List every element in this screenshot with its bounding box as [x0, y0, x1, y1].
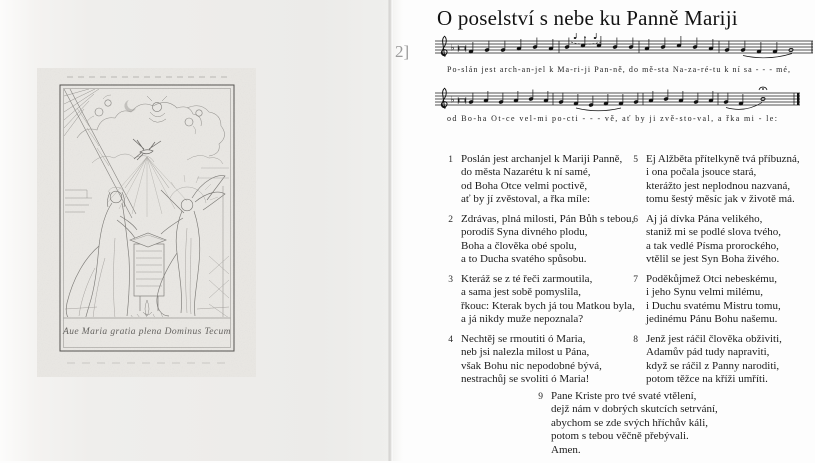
verse-line: porodíš Syna divného plodu, [461, 226, 588, 239]
verse-line: však Bohu nic nepodobné bývá, [461, 359, 602, 372]
verse-line: a sama jest sobě pomyslila, [461, 286, 582, 299]
svg-text:♭: ♭ [450, 95, 455, 106]
verse-line: Ej Alžběta přítelkyně tvá příbuzná, [646, 153, 800, 165]
music-staff-line2 [435, 82, 815, 128]
verse-2 [442, 213, 642, 267]
verse-line: jedinému Pánu Bohu našemu. [646, 313, 778, 326]
engraving-artwork [37, 68, 256, 377]
verse-line: i Duchu svatému Mistru tomu, [646, 299, 781, 312]
verse-column-left [442, 153, 642, 393]
verse-7 [627, 273, 815, 327]
music-staff-line1 [435, 30, 815, 76]
verse-3 [442, 273, 642, 327]
lyrics-line-2: od Bo-ha Ot-ce vel-mi po-cti - - - vě, ať by ji zvě-sto-val, a řka mi - le: [447, 114, 777, 123]
engraving-caption: Aue Maria gratia plena Dominus Tecum [63, 327, 231, 337]
verse-number: 1 [448, 154, 453, 165]
verse-column-right [627, 153, 815, 393]
verse-line: řkouc: Kterak bych já tou Matkou byla, [461, 299, 635, 312]
verse-line: Boha a člověka obé spolu, [461, 239, 577, 252]
verse-number: 8 [633, 334, 638, 345]
verse-line: a tak vedlé Písma prorockého, [646, 239, 779, 252]
verse-number: 2 [448, 214, 453, 225]
verse-number: 3 [448, 274, 453, 285]
verse-line: a já nikdy muže nepoznala? [461, 313, 584, 326]
verse-line: tomu šestý měsíc jak v životě má. [646, 193, 795, 206]
verse-line: i ona počala jsouce stará, [646, 166, 757, 179]
verse-line: abychom se zde svých hříchův káli, [551, 416, 709, 429]
verse-line: Jenž jest ráčil člověka obživiti, [646, 333, 782, 346]
verse-line: vtělil se jest Syn Boha živého. [646, 253, 780, 266]
verse-number: 7 [633, 274, 638, 285]
scanned-page-left [0, 0, 391, 461]
notes-1 [441, 33, 812, 58]
verse-line: Poděkůjmež Otci nebeskému, [646, 273, 778, 286]
svg-text:♭: ♭ [450, 43, 455, 54]
verse-9 [532, 390, 762, 463]
verse-number: 9 [538, 391, 543, 402]
verse-4 [442, 333, 642, 387]
verse-1 [442, 153, 642, 207]
lyrics-line-1: Po-slán jest arch-an-jel k Ma-ri-ji Pan-ně, do mě-sta Na-za-ré-tu k ní sa - - - mé, [447, 65, 790, 74]
verse-line: Poslán jest archanjel k Mariji Panně, [461, 153, 623, 165]
verse-line: a to Ducha svatého spůsobu. [461, 253, 587, 266]
verse-5 [627, 153, 815, 207]
verse-line: do města Nazarétu k ní samé, [461, 166, 591, 179]
verse-line: kterážto jest neplodnou nazvaná, [646, 179, 791, 192]
verse-line: Zdrávas, plná milosti, Pán Bůh s tebou, [461, 213, 635, 226]
verse-line: Nechtěj se rmoutiti ó Maria, [461, 333, 586, 346]
verse-line: nestrachůj se svoliti ó Maria! [461, 373, 590, 386]
verse-line: potom těžce na kříži umříti. [646, 373, 768, 386]
verse-number: 4 [448, 334, 453, 345]
verse-number: 6 [633, 214, 638, 225]
verse-line: když se ráčil z Panny naroditi, [646, 359, 780, 372]
staff-lines-1 [435, 41, 813, 53]
verse-line: Kteráž se z té řeči zarmoutila, [461, 273, 593, 286]
verse-line: neb jsi nalezla milost u Pána, [461, 346, 590, 359]
verse-line: staniž mi se podlé slova tvého, [646, 226, 782, 239]
annunciation-engraving [37, 68, 256, 377]
verse-line: potom s tebou věčně přebývali. [551, 430, 689, 443]
hymn-number-label: 2] [395, 42, 410, 61]
verse-line: i jeho Synu velmi milému, [646, 286, 764, 299]
verse-6 [627, 213, 815, 267]
verse-line: Pane Kriste pro tvé svaté vtělení, [551, 390, 697, 402]
verse-number: 5 [633, 154, 638, 165]
verse-line: od Boha Otce velmi poctivě, [461, 179, 588, 192]
scan-grain [37, 68, 256, 377]
verse-line: Amen. [551, 443, 581, 456]
staff-lines-2 [435, 93, 800, 105]
verse-line: ať by jí zvěstoval, a řka míle: [461, 193, 591, 206]
verse-8 [627, 333, 815, 387]
verse-line: dejž nám v dobrých skutcích setrvání, [551, 403, 718, 416]
verse-line: Aj já dívka Pána velikého, [646, 213, 763, 226]
hymn-title: O poselství s nebe ku Panně Mariji [437, 6, 738, 30]
verse-line: Adamův pád tudy napraviti, [646, 346, 770, 359]
